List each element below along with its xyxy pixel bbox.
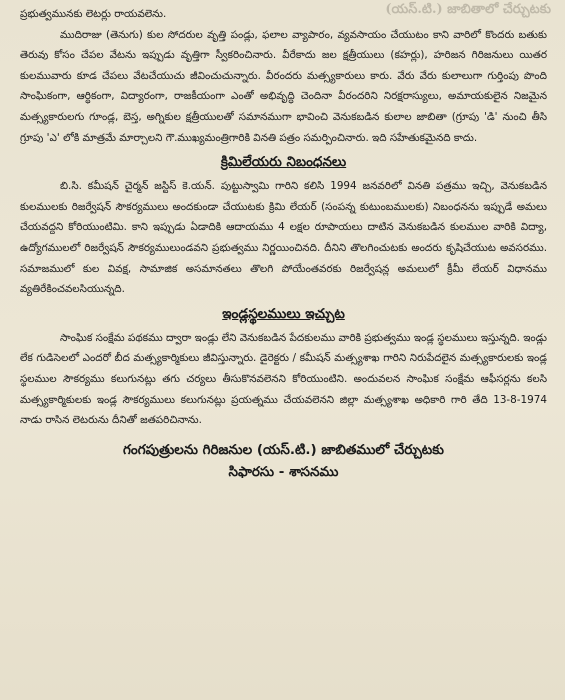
heading-creamy-layer: క్రిమిలేయరు నిబంధనలు [220,154,347,171]
heading-house-sites: ఇండ్లస్థలములు ఇచ్చుట [222,305,345,322]
intro-line: ప్రభుత్వమునకు లెటర్లు రాయవలెను. [20,8,167,20]
heading-st-line2: సిఫారసు - శాసనము [228,463,339,480]
paragraph-fishermen-castes: ముదిరాజు (తెనుగు) కుల సోదరుల వృత్తి పండ్లు, ఫలాల వ్యాపారం, వ్యవసాయం చేయుటం కాని వారిలో కొందరు బతుకు తెరువు కోసం చేపల వేటను ఇప్పుడు వృత్తిగా స్వీకరించినారు. వీరేకాదు జల క్షత్రీయులు (కహర్లు), హరిజన గిరిజనులు యితర కులమువారు కూడ చేపలు వేటచేయుచు జీవించుచున్నారు. వీరందరు మత్స్యకారులు కారు. వేరు వేరు కులాలుగా గుర్తింపు పొంది సాంఘికంగా, ఆర్థికంగా, విద్యారంగా, రాజకీయంగా ఎంతో అభివృద్ధి చెందినా వీరందరిని నిరక్షరాస్యులు, అమాయకులైన నిజమైన మత్స్యకారులగు గూండ్ల, బెస్త, అగ్నికుల క్షత్రీయులతో సమానముగా భావించి వెనుకబడిన కులాల జాబితా (గ్రూపు 'డి' నుంచి తీసి గ్రూపు 'ఎ' లోకి మాత్రమే మార్చాలని గౌ.ముఖ్యమంత్రిగారికి వినతి పత్రం సమర్పించినారు. ఇది సహేతుకమైనది కాదు. [20,28,547,144]
paragraph-creamy-layer: బి.సి. కమీషన్ చైర్మన్ జస్టిస్ కె.యన్. పుట్టుస్వామి గారిని కలిసి 1994 జనవరిలో వినతి పత్రము ఇచ్చి, వెనుకబడిన కులములకు రిజర్వేషన్ సౌకర్యములు అందకుండా చేయుటకు క్రిమి లేయర్ (సంపన్న కుటుంబములకు) నిబంధనను ఇప్పుడే అమలు చేయవద్దని కోరియుంటిమి. కాని ఇప్పుడు ఏడాదికి ఆదాయము 4 లక్షల రూపాయలు దాటిన వెనుకబడిన కులముల వారికి విద్యా, ఉద్యోగములలో రిజర్వేషన్ సౌకర్యములుండవని ప్రభుత్వము నిర్ణయించినది. దీనిని తొలగించుటకు అందరు కృషిచేయుట అవసరము. సమాజములో కుల వివక్ష, సామాజిక అసమానతలు తొలగి పోయేంతవరకు రిజర్వేషన్ల అమలులో క్రీమీ లేయర్ విధానము వ్యతిరేకించవలసియున్నది. [20,180,547,296]
heading-st-recommendation [20,439,547,483]
bleed-through-text: (యస్.టి.) జాబితాలో చేర్చుటకు [385,2,551,17]
heading-st-line1: గంగపుత్రులను గిరిజనుల (యస్.టి.) జాబితములో చేర్చుటకు [123,441,444,458]
paragraph-house-sites: సాంఘిక సంక్షేమ పథకము ద్వారా ఇండ్లు లేని వెనుకబడిన పేదకులము వారికి ప్రభుత్వము ఇండ్ల స్థలములు ఇస్తున్నది. ఇండ్లు లేక గుడిసెలలో ఎందరో బీద మత్స్యకార్మికులు జీవిస్తున్నారు. డైరెక్టరు / కమీషన్ మత్స్యశాఖ గారిని నిరుపేదలైన మత్స్యకారులకు ఇండ్ల స్థలముల సౌకర్యము కలుగునట్లు తగు చర్యలు తీసుకొనవలెనని కోరియుంటిని. అందువలన సాంఘిక సంక్షేమ ఆఫీసర్లను కలసి మత్స్యకార్మికులకు ఇండ్ల సౌకర్యములు కలుగునట్లు ప్రయత్నము చేయవలెనని జిల్లా మత్స్యశాఖ అధికారి గారి తేది 13-8-1974 నాడు రాసిన లెటరును దీనితో జతపరిచినాను. [20,331,547,427]
